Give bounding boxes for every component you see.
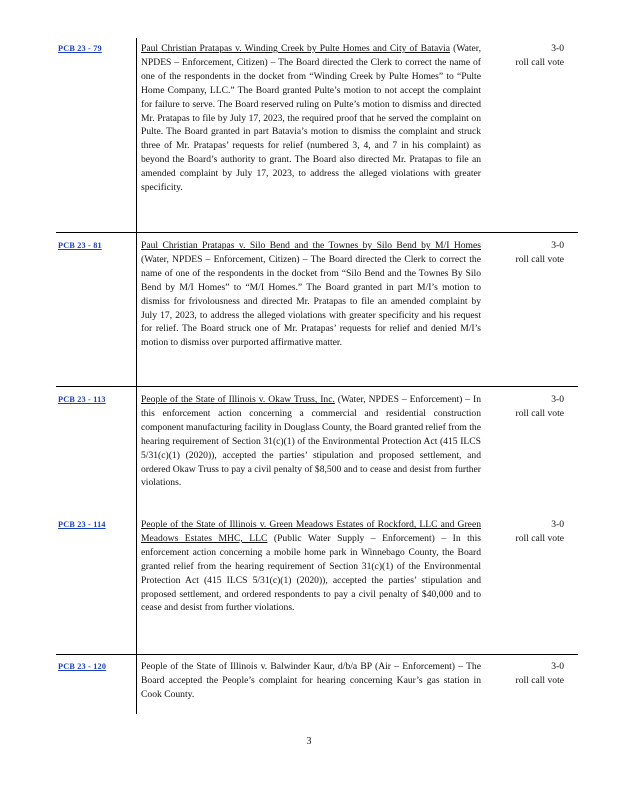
- vote-label: roll call vote: [515, 253, 564, 265]
- entry-pcb-23-114: [141, 518, 481, 615]
- case-link-pcb-23-120[interactable]: PCB 23 - 120: [58, 662, 107, 671]
- entry-pcb-23-113: [141, 393, 481, 490]
- entry-separator: [56, 232, 578, 233]
- entry-title: People of the State of Illinois v. Okaw Truss, Inc.: [141, 394, 335, 405]
- vote-label: roll call vote: [515, 532, 564, 544]
- vote-pcb-23-114: [494, 518, 564, 546]
- vote-count: 3-0: [551, 43, 564, 54]
- entry-pcb-23-81: [141, 239, 481, 350]
- vote-label: roll call vote: [515, 56, 564, 68]
- case-link-pcb-23-113[interactable]: PCB 23 - 113: [58, 395, 106, 404]
- case-link-pcb-23-79[interactable]: PCB 23 - 79: [58, 44, 102, 53]
- entry-title: Paul Christian Pratapas v. Silo Bend and the Townes by Silo Bend by M/I Homes: [141, 240, 481, 251]
- entry-title: People of the State of Illinois v. Green Meadows Estates of Rockford, LLC and Green Meadows Estates MHC, LLC: [141, 519, 481, 544]
- vote-label: roll call vote: [515, 407, 564, 419]
- column-divider: [136, 38, 137, 714]
- entry-text: (Water, NPDES – Enforcement, Citizen) – The Board directed the Clerk to correct the name of one of the respondents in the docket from “Winding Creek by Pulte Homes” to “Pulte Home Company, LLC.” The Board granted Pulte’s motion to not accept the complaint for failure to serve. The Board reserved ruling on Pulte’s motion to dismiss and directed Mr. Pratapas to file by July 17, 2023, the required proof that he served the complaint on Pulte. The Board granted in part Batavia’s motion to dismiss the complaint and struck three of Mr. Pratapas’ requests for relief (numbered 3, 4, and 7 in his complaint) as beyond the Board’s authority to grant. The Board also directed Mr. Pratapas to file an amended complaint by July 17, 2023, to address the alleged violations with greater specificity.: [141, 43, 481, 194]
- page-number: 3: [306, 736, 312, 747]
- entry-separator: [56, 654, 578, 655]
- vote-count: 3-0: [551, 394, 564, 405]
- vote-label: roll call vote: [515, 674, 564, 686]
- entry-text: People of the State of Illinois v. Balwinder Kaur, d/b/a BP (Air – Enforcement) – The Board accepted the People’s complaint for hearing concerning Kaur’s gas station in Cook County.: [141, 661, 481, 700]
- case-link-pcb-23-81[interactable]: PCB 23 - 81: [58, 241, 102, 250]
- case-link-pcb-23-114[interactable]: PCB 23 - 114: [58, 520, 106, 529]
- entry-pcb-23-120: [141, 660, 481, 702]
- entry-separator: [56, 386, 578, 387]
- vote-pcb-23-81: [494, 239, 564, 267]
- vote-pcb-23-79: [494, 42, 564, 70]
- entry-text: (Water, NPDES – Enforcement) – In this enforcement action concerning a commercial and residential construction component manufacturing facility in Douglass County, the Board granted relief from the hearing requirement of Section 31(c)(1) of the Environmental Protection Act (415 ILCS 5/31(c)(1) (2020)), accepted the parties’ stipulation and proposed settlement, and ordered Okaw Truss to pay a civil penalty of $8,500 and to cease and desist from further violations.: [141, 394, 482, 489]
- entry-pcb-23-79: [141, 42, 481, 195]
- vote-pcb-23-120: [494, 660, 564, 688]
- vote-pcb-23-113: [494, 393, 564, 421]
- entry-text: (Water, NPDES – Enforcement, Citizen) – The Board directed the Clerk to correct the name of one of the respondents in the docket from “Silo Bend and the Townes By Silo Bend by M/I Homes” to “M/I Homes.” The Board granted in part M/I’s motion to dismiss for frivolousness and directed Mr. Pratapas to file an amended complaint by July 17, 2023, to address the alleged violations with greater specificity and his request for relief. The Board struck one of Mr. Pratapas’ requests for relief and denied M/I’s motion to dismiss over purported affirmative matter.: [141, 253, 481, 349]
- entry-title: Paul Christian Pratapas v. Winding Creek by Pulte Homes and City of Batavia: [141, 43, 450, 54]
- vote-count: 3-0: [551, 240, 564, 251]
- entry-text: (Public Water Supply – Enforcement) – In this enforcement action concerning a mobile home park in Winnebago County, the Board granted relief from the hearing requirement of Section 31(c)(1) of the Environmental Protection Act (415 ILCS 5/31(c)(1) (2020)), accepted the parties’ stipulation and proposed settlement, and ordered respondents to pay a civil penalty of $40,000 and to cease and desist from further violations.: [141, 532, 481, 614]
- vote-count: 3-0: [551, 519, 564, 530]
- vote-count: 3-0: [551, 661, 564, 672]
